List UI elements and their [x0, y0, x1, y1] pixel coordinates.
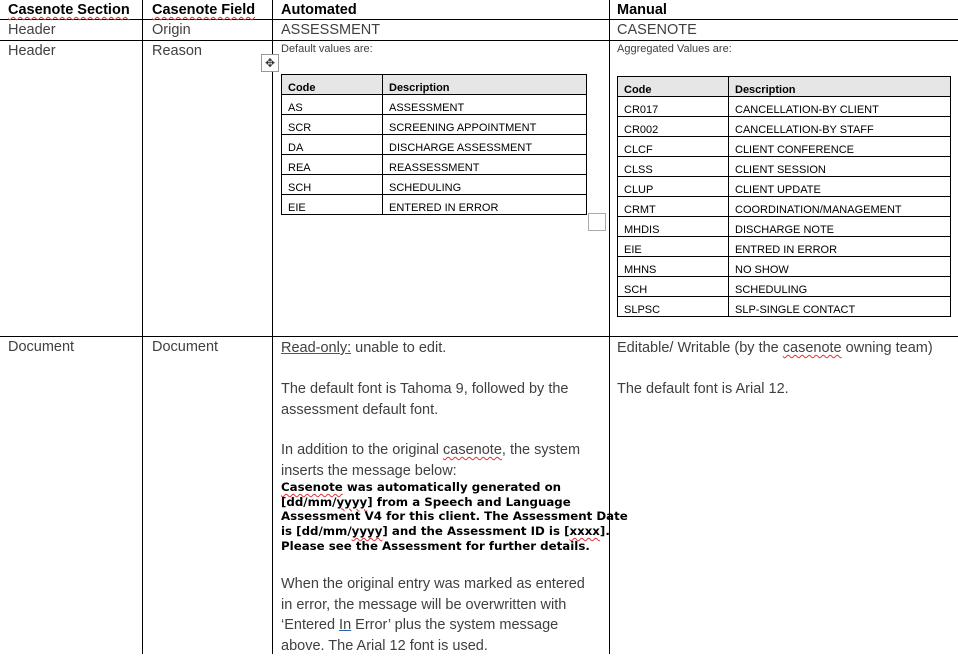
code-cell: MHDIS	[618, 217, 729, 237]
manual-editable-line	[617, 338, 933, 359]
readonly-rest: unable to edit.	[351, 340, 446, 356]
manual-reason-intro: Aggregated Values are:	[617, 43, 732, 55]
description-cell: CANCELLATION-BY CLIENT	[729, 97, 951, 117]
row-document-field: Document	[152, 338, 218, 356]
text-run: yyyy	[352, 524, 383, 538]
text-run: Editable/ Writable (by the	[617, 340, 783, 356]
description-cell: ENTERED IN ERROR	[383, 195, 587, 215]
text-run: owning team)	[842, 340, 933, 356]
message-line	[281, 495, 628, 510]
automated-eie-paragraph	[281, 574, 585, 656]
text-run: was automatically generated on	[343, 480, 561, 494]
code-cell: CR017	[618, 97, 729, 117]
manual-font-line: The default font is Arial 12.	[617, 379, 789, 400]
description-cell: SCHEDULING	[729, 277, 951, 297]
automated-reason-table	[281, 74, 587, 215]
code-cell: CLCF	[618, 137, 729, 157]
column-header-field-label: Casenote Field	[152, 2, 255, 18]
row-divider	[0, 336, 958, 337]
text-run: ] and the Assessment ID is [	[382, 524, 569, 538]
row-divider	[0, 19, 958, 20]
table-row	[282, 155, 587, 175]
column-header-automated: Automated	[281, 1, 357, 19]
table-header-code: Code	[282, 75, 383, 95]
paragraph-line: above. The Arial 12 font is used.	[281, 636, 585, 656]
automated-addition-paragraph	[281, 440, 580, 481]
table-row	[618, 257, 951, 277]
row-origin-section: Header	[8, 21, 56, 39]
table-row	[618, 177, 951, 197]
description-cell: SCREENING APPOINTMENT	[383, 115, 587, 135]
code-cell: CR002	[618, 117, 729, 137]
table-row	[618, 217, 951, 237]
description-cell: CLIENT SESSION	[729, 157, 951, 177]
row-origin-automated: ASSESSMENT	[281, 21, 380, 39]
text-run: Casenote	[281, 480, 343, 494]
description-cell: ENTRED IN ERROR	[729, 237, 951, 257]
readonly-label: Read-only:	[281, 340, 351, 356]
description-cell: COORDINATION/MANAGEMENT	[729, 197, 951, 217]
row-origin-field: Origin	[152, 21, 191, 39]
message-line	[281, 524, 628, 539]
code-cell: CLUP	[618, 177, 729, 197]
row-reason-section: Header	[8, 42, 56, 60]
text-run: ].	[600, 524, 610, 538]
column-header-field	[152, 1, 255, 19]
description-cell: SCHEDULING	[383, 175, 587, 195]
text-run: yyyy	[336, 495, 367, 509]
description-cell: NO SHOW	[729, 257, 951, 277]
table-row	[282, 195, 587, 215]
table-row	[618, 137, 951, 157]
table-row	[282, 135, 587, 155]
text-run: casenote	[783, 340, 842, 356]
code-cell: EIE	[282, 195, 383, 215]
description-cell: CLIENT UPDATE	[729, 177, 951, 197]
manual-reason-table	[617, 76, 951, 317]
description-cell: REASSESSMENT	[383, 155, 587, 175]
table-row	[618, 117, 951, 137]
column-divider	[142, 0, 143, 654]
table-header-description: Description	[729, 77, 951, 97]
table-row	[618, 277, 951, 297]
automated-readonly-line	[281, 338, 446, 359]
message-line: Please see the Assessment for further details.	[281, 539, 628, 554]
code-cell: CLSS	[618, 157, 729, 177]
code-cell: SLPSC	[618, 297, 729, 317]
column-header-manual: Manual	[617, 1, 667, 19]
code-cell: CRMT	[618, 197, 729, 217]
table-move-handle-icon[interactable]: ✥	[261, 54, 279, 72]
system-message	[281, 480, 628, 554]
text-run: casenote	[443, 442, 502, 458]
text-run: ‘Entered	[281, 617, 339, 633]
code-cell: AS	[282, 95, 383, 115]
column-header-section	[8, 1, 130, 19]
code-cell: EIE	[618, 237, 729, 257]
description-cell: SLP-SINGLE CONTACT	[729, 297, 951, 317]
table-row	[618, 197, 951, 217]
message-line: Assessment V4 for this client. The Assessment Date	[281, 509, 628, 524]
table-row	[618, 237, 951, 257]
column-header-section-label: Casenote Section	[8, 2, 130, 18]
code-cell: DA	[282, 135, 383, 155]
row-reason-field: Reason	[152, 42, 202, 60]
code-cell: REA	[282, 155, 383, 175]
text-run: In addition to the original	[281, 442, 443, 458]
automated-reason-intro: Default values are:	[281, 43, 373, 55]
paragraph-line: inserts the message below:	[281, 461, 580, 482]
description-cell: DISCHARGE NOTE	[729, 217, 951, 237]
table-row	[282, 115, 587, 135]
row-origin-manual: CASENOTE	[617, 21, 697, 39]
table-row	[282, 95, 587, 115]
column-divider	[272, 0, 273, 654]
text-run: xxxx	[569, 524, 599, 538]
table-row	[282, 175, 587, 195]
paragraph-line: The default font is Tahoma 9, followed by the	[281, 379, 569, 400]
code-cell: SCH	[282, 175, 383, 195]
code-cell: MHNS	[618, 257, 729, 277]
row-divider	[0, 40, 958, 41]
code-cell: SCR	[282, 115, 383, 135]
text-run: In	[339, 617, 351, 633]
row-document-section: Document	[8, 338, 74, 356]
table-header-code: Code	[618, 77, 729, 97]
automated-font-paragraph	[281, 379, 569, 420]
description-cell: DISCHARGE ASSESSMENT	[383, 135, 587, 155]
paragraph-line: in error, the message will be overwritten with	[281, 595, 585, 616]
paragraph-line: assessment default font.	[281, 400, 569, 421]
description-cell: CANCELLATION-BY STAFF	[729, 117, 951, 137]
text-run: Error’ plus the system message	[351, 617, 558, 633]
text-run: [dd/mm/	[281, 495, 336, 509]
table-resize-handle[interactable]	[588, 213, 606, 231]
message-line	[281, 480, 628, 495]
paragraph-line	[281, 440, 580, 461]
description-cell: CLIENT CONFERENCE	[729, 137, 951, 157]
code-cell: SCH	[618, 277, 729, 297]
text-run: , the system	[502, 442, 580, 458]
paragraph-line: When the original entry was marked as entered	[281, 574, 585, 595]
table-header-row	[282, 75, 587, 95]
table-row	[618, 157, 951, 177]
description-cell: ASSESSMENT	[383, 95, 587, 115]
table-row	[618, 297, 951, 317]
text-run: ] from a Speech and Language	[367, 495, 571, 509]
table-header-description: Description	[383, 75, 587, 95]
table-header-row	[618, 77, 951, 97]
table-row	[618, 97, 951, 117]
paragraph-line	[281, 615, 585, 636]
column-divider	[609, 0, 610, 654]
text-run: is [dd/mm/	[281, 524, 352, 538]
